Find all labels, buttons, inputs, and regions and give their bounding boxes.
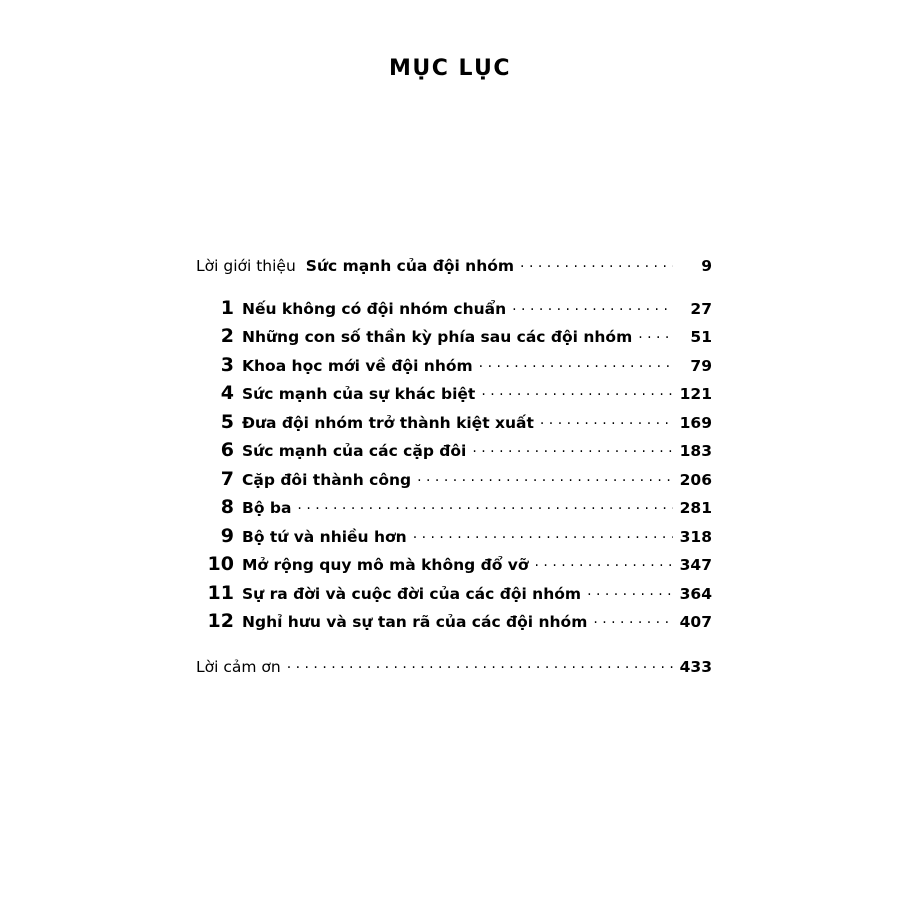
toc-entry-chapter-2[interactable] <box>196 327 712 347</box>
chapter-number: 6 <box>220 439 234 461</box>
dot-leader <box>638 327 673 343</box>
chapter-page: 364 <box>679 584 712 603</box>
page-title: MỤC LỤC <box>388 56 512 81</box>
toc-entry-title: Sức mạnh của đội nhóm <box>305 256 515 275</box>
chapter-page: 206 <box>679 470 712 489</box>
toc-list <box>196 255 712 684</box>
toc-entry-chapter-11[interactable] <box>196 583 712 603</box>
chapter-number: 9 <box>220 524 234 547</box>
dot-leader <box>472 441 673 457</box>
toc-entry-chapter-10[interactable] <box>196 555 712 575</box>
toc-entry-title: Lời cảm ơn <box>196 657 281 676</box>
toc-entry-chapter-8[interactable] <box>196 498 712 518</box>
dot-leader <box>413 526 673 542</box>
chapter-number: 10 <box>207 553 234 575</box>
chapter-title: Đưa đội nhóm trở thành kiệt xuất <box>242 413 534 432</box>
toc-entry-chapter-9[interactable] <box>196 526 712 546</box>
chapter-title: Sự ra đời và cuộc đời của các đội nhóm <box>242 584 582 603</box>
dot-leader <box>512 298 673 314</box>
toc-entry-acknowledgement[interactable] <box>196 656 712 675</box>
chapter-page: 347 <box>679 556 712 574</box>
chapter-page: 281 <box>679 499 712 517</box>
chapter-title: Cặp đôi thành công <box>242 470 412 489</box>
dot-leader <box>481 384 673 400</box>
dot-leader <box>587 583 673 599</box>
dot-leader <box>535 555 673 571</box>
chapter-page: 183 <box>679 442 712 460</box>
chapter-page: 121 <box>679 385 712 403</box>
toc-entry-chapter-6[interactable] <box>196 441 712 461</box>
toc-entry-chapter-7[interactable] <box>196 469 712 489</box>
chapter-title: Nghỉ hưu và sự tan rã của các đội nhóm <box>242 613 588 631</box>
chapter-page: 51 <box>690 328 712 346</box>
toc-entry-page: 433 <box>679 657 712 676</box>
dot-leader <box>297 498 673 514</box>
chapter-page: 169 <box>679 413 712 432</box>
toc-entry-chapter-12[interactable] <box>196 612 712 632</box>
chapter-title: Khoa học mới về đội nhóm <box>242 356 473 375</box>
chapter-number: 5 <box>220 410 234 433</box>
chapter-title: Những con số thần kỳ phía sau các đội nhóm <box>242 328 633 346</box>
chapter-title: Nếu không có đội nhóm chuẩn <box>242 299 507 318</box>
chapter-number: 8 <box>220 496 234 518</box>
dot-leader <box>417 469 673 485</box>
chapter-title: Sức mạnh của các cặp đôi <box>242 442 467 460</box>
toc-entry-chapter-3[interactable] <box>196 355 712 375</box>
chapter-page: 407 <box>679 613 712 631</box>
chapter-title: Bộ tứ và nhiều hơn <box>242 527 407 546</box>
chapter-number: 3 <box>220 353 234 376</box>
chapter-number: 2 <box>220 325 234 347</box>
toc-entry-chapter-4[interactable] <box>196 384 712 404</box>
chapter-page: 27 <box>690 299 712 318</box>
chapter-number: 12 <box>207 610 234 632</box>
toc-entry-chapter-5[interactable] <box>196 412 712 432</box>
dot-leader <box>479 355 673 371</box>
chapter-page: 318 <box>679 527 712 546</box>
dot-leader <box>520 255 673 271</box>
chapter-title: Bộ ba <box>242 499 292 517</box>
chapter-title: Mở rộng quy mô mà không đổ vỡ <box>242 556 529 574</box>
dot-leader <box>593 612 673 628</box>
chapter-number: 1 <box>220 296 234 319</box>
chapter-number: 11 <box>207 581 234 604</box>
chapter-number: 7 <box>220 467 234 490</box>
chapter-page: 79 <box>690 356 712 375</box>
chapter-title: Sức mạnh của sự khác biệt <box>242 385 476 403</box>
dot-leader <box>540 412 673 428</box>
toc-entry-introduction[interactable] <box>196 255 712 274</box>
dot-leader <box>287 656 673 672</box>
chapter-number: 4 <box>220 382 234 404</box>
toc-entry-chapter-1[interactable] <box>196 298 712 318</box>
toc-entry-page: 9 <box>701 256 712 275</box>
toc-entry-label: Lời giới thiệu <box>196 256 296 275</box>
